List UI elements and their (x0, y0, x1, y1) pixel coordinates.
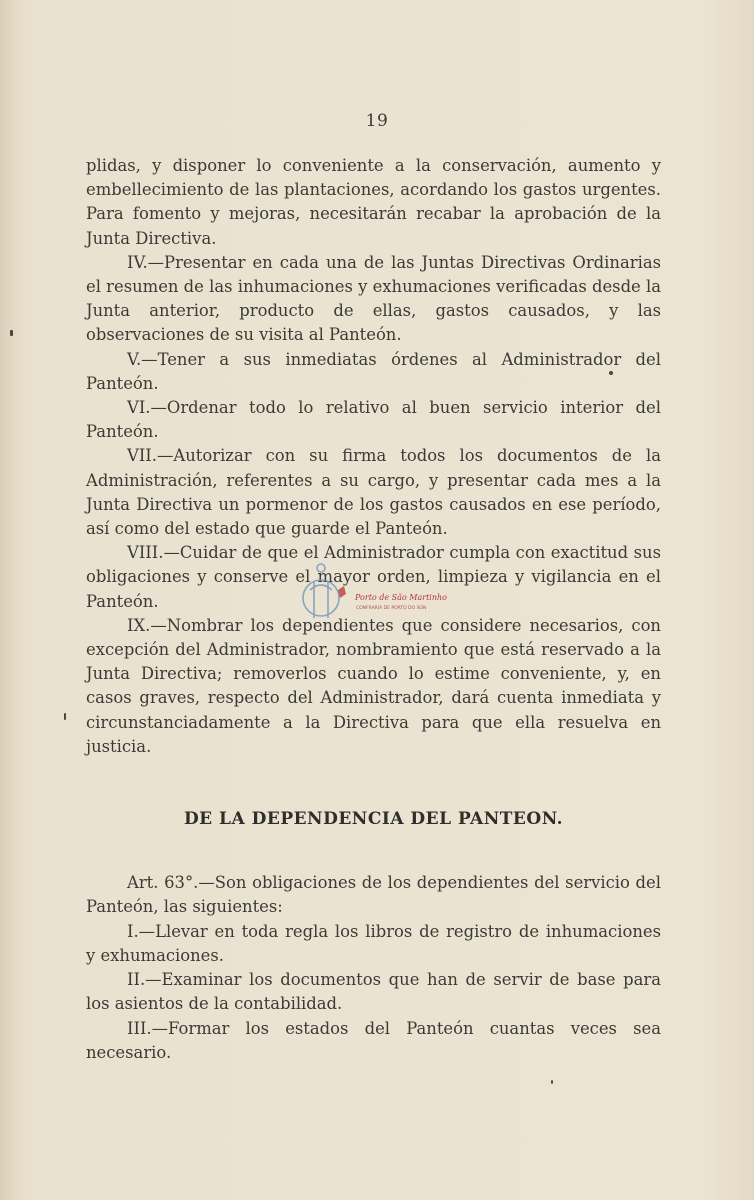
stamp-script-text: Porto de São Martinho (355, 593, 447, 602)
paragraph: I.—Llevar en toda regla los libros de registro de inhumaciones y exhumaciones. (86, 921, 661, 965)
paragraph: III.—Formar los estados del Panteón cuantas veces sea necesario. (86, 1018, 661, 1062)
paper-speck (551, 1080, 553, 1084)
paragraph: IV.—Presentar en cada una de las Juntas Directivas Ordinarias el resumen de las inhumaciones y exhumaciones verificadas desde la Junta anterior, producto de ellas, gastos causados, y las observaciones de su visita al Panteón. (86, 252, 661, 345)
page-number: 19 (365, 111, 389, 131)
section-heading: DE LA DEPENDENCIA DEL PANTEON. (183, 809, 564, 830)
paragraph: plidas, y disponer lo conveniente a la conservación, aumento y embellecimiento de las plantaciones, acordando los gastos urgentes. Para fomento y mejoras, necesitarán recabar la aprobación de la Junta Directiva. (86, 156, 661, 248)
stamp-sub-text: CONFRARIA DE PORTO DO SON (356, 606, 427, 611)
paragraph: V.—Tener a sus inmediatas órdenes al Administrador del Panteón. (86, 349, 661, 393)
paragraph: VI.—Ordenar todo lo relativo al buen servicio interior del Panteón. (86, 398, 661, 442)
paragraph: VIII.—Cuidar de que el Administrador cumpla con exactitud sus obligaciones y conserve el mayor orden, limpieza y vigilancia en el Panteón. (86, 543, 661, 611)
paper-speck (609, 371, 613, 375)
paragraph: IX.—Nombrar los dependientes que considere necesarios, con excepción del Administrador, nombramiento que está reservado a la Junta Directiva; removerlos cuando lo estime conveniente, y, en casos graves, respecto del Administrador, dará cuenta inmediata y circunstanciadamente a la Directiva para que ella resuelva en justicia. (86, 615, 661, 756)
paper-speck (10, 330, 13, 336)
paragraph: Art. 63°.—Son obligaciones de los dependientes del servicio del Panteón, las siguientes: (86, 873, 661, 917)
paragraph: VII.—Autorizar con su firma todos los documentos de la Administración, referentes a su cargo, y presentar cada mes a la Junta Directiva un pormenor de los gastos causados en ese período, así como del estado que guarde el Panteón. (86, 446, 661, 539)
paragraph: II.—Examinar los documentos que han de servir de base para los asientos de la contabilidad. (86, 970, 661, 1014)
paper-speck (64, 713, 66, 720)
